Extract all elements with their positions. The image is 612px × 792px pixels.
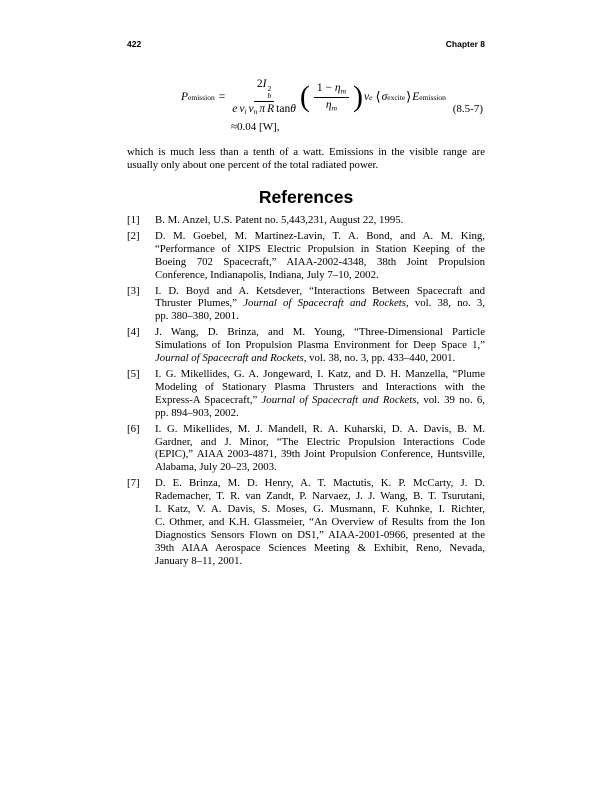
reference-text [155,477,485,567]
reference-line [155,529,485,542]
reference-text [155,285,485,324]
references-list [127,214,485,571]
reference-line [155,448,485,461]
main-fraction-denominator [232,102,296,117]
reference-item [127,214,485,227]
eta-symbol: η [334,82,341,94]
paragraph-line: which is much less than a tenth of a watt. Emissions in the visible range are [127,146,485,158]
reference-line [155,285,485,298]
reference-line [155,368,485,381]
electron-velocity-symbol: v [364,91,370,103]
reference-segment: J. Wang, D. Brinza, and M. Young, “Three-Dimensional Particle [155,326,485,339]
neutral-velocity-symbol: v [248,102,254,115]
reference-item [127,285,485,324]
reference-line [155,297,485,310]
equation-block [127,74,485,133]
reference-segment: I. D. Boyd and A. Ketsdever, “Interactions Between Spacecraft and [155,284,485,297]
efficiency-fraction-denominator [326,98,337,113]
reference-line [155,310,485,323]
left-parenthesis: ( [299,80,310,113]
reference-text [155,368,485,420]
subscript-i: i [244,107,247,117]
paragraph-line: usually only about one percent of the total radiated power. [127,159,379,172]
pi-symbol: π [259,102,266,115]
eta-symbol: η [325,98,332,111]
reference-text [155,326,485,365]
subscript-e: e [369,92,373,102]
reference-segment: Gardner, and J. Minor, “The Electric Propulsion Interactions Code [155,435,485,448]
references-heading: References [258,187,354,207]
equation-result: ≈0.04 [W], [231,121,280,133]
journal-title: Journal of Spacecraft and Rockets [243,297,406,310]
chapter-label: Chapter 8 [445,39,485,49]
superscript-subscript-stack [267,85,271,100]
reference-text [155,230,485,282]
reference-segment: B. M. Anzel, U.S. Patent no. 5,443,231, August 22, 1995. [155,214,404,226]
reference-segment: Alabama, July 20–23, 2003. [155,461,277,474]
subscript-b: b [267,91,272,101]
journal-title: Journal of Spacecraft and Rockets [261,393,417,406]
exponent: 2 [267,83,272,93]
reference-line [155,394,485,407]
reference-label: [2] [127,229,140,242]
main-fraction-numerator [254,78,274,102]
emission-energy-symbol: E [412,91,420,103]
page-header [127,39,485,49]
subscript-n: n [253,107,258,117]
reference-segment: Rademacher, T. R. van Zandt, P. Narvaez, J. J. Wang, B. T. Tsurutani, [155,490,485,503]
reference-label: [7] [127,477,140,490]
reference-segment: Modeling of Stationary Plasma Thrusters and Interactions with the [155,380,485,393]
equation-lhs-subscript: emission [188,92,215,102]
page-number: 422 [127,39,142,49]
journal-title: Journal of Spacecraft and Rockets [155,352,304,365]
subscript-m: m [331,103,338,112]
tangent-operator: tan [276,102,291,115]
reference-line [155,423,485,436]
theta-symbol: θ [290,102,296,115]
electron-charge-symbol: e [232,102,238,115]
reference-label: [4] [127,326,140,339]
reference-line [155,503,485,516]
reference-label: [5] [127,367,140,380]
reference-line [155,256,485,269]
reference-line [155,326,485,339]
reference-line [155,477,485,490]
beam-current-symbol: I [262,77,267,90]
reference-segment: Thruster Plumes,” [155,297,244,310]
left-angle-bracket: ⟨ [375,89,381,105]
reference-segment: , vol. 38, no. 3, pp. 433–440, 2001. [303,352,456,365]
reference-line [155,490,485,503]
reference-line [155,516,485,529]
reference-segment: 39th AIAA Aerospace Sciences Meeting & Exhibit, Reno, Nevada, [155,541,485,554]
reference-segment: D. E. Brinza, M. D. Henry, A. T. Mactutis, K. P. McCarty, J. D. [155,477,485,490]
reference-line [155,555,485,568]
ion-velocity-symbol: v [239,102,245,115]
reference-item [127,230,485,282]
reference-label: [3] [127,284,140,297]
reference-label: [6] [127,422,140,435]
reference-segment: , vol. 39 no. 6, [416,393,485,406]
reference-line [155,230,485,243]
reference-segment: “Performance of XIPS Electric Propulsion in Station Keeping of the [155,242,485,255]
reference-line [155,407,485,420]
equation-row [127,74,485,120]
reference-segment: Boeing 702 Spacecraft,” AIAA-2002-4348, 38th Joint Propulsion [155,255,485,268]
reference-line [155,381,485,394]
reference-text [155,214,485,227]
reference-segment: Diagnostics Sensors Flown on DS1,” AIAA-2001-0966, presented at the [155,528,485,541]
right-parenthesis: ) [353,80,364,113]
reference-item [127,423,485,475]
reference-segment: pp. 894–903, 2002. [155,406,239,419]
equation-number: (8.5-7) [452,103,483,115]
reference-line [155,243,485,256]
radius-symbol: R [267,102,275,115]
body-paragraph [127,146,485,172]
reference-line [155,436,485,449]
reference-line [155,542,485,555]
right-angle-bracket: ⟩ [406,89,412,105]
reference-segment: pp. 380–380, 2001. [155,310,239,323]
reference-line [155,339,485,352]
one-minus: 1 − [316,82,335,94]
efficiency-fraction-numerator [314,82,349,98]
reference-item [127,326,485,365]
reference-segment: (EPIC),” AIAA 2003-4871, 39th Joint Propulsion Conference, Huntsville, [155,448,485,461]
reference-segment: , vol. 38, no. 3, [405,297,485,310]
equals-sign: = [218,91,226,103]
reference-segment: Conference, Indianapolis, Indiana, July 7–10, 2002. [155,268,379,281]
reference-segment: Simulations of Ion Propulsion Plasma Environment for Deep Space 1,” [155,339,485,352]
sigma-symbol: σ [381,91,388,103]
reference-text [155,423,485,475]
equation-lhs: P [181,91,189,103]
reference-line [155,269,485,282]
main-fraction [232,78,296,117]
reference-segment: I. Katz, V. A. Davis, S. Moses, G. Musmann, F. Kuhnke, I. Richter, [155,503,485,516]
subscript-emission: emission [419,92,446,102]
subscript-m: m [340,86,347,96]
efficiency-fraction [314,82,349,112]
reference-line [155,214,485,227]
reference-line [155,352,485,365]
reference-segment: C. Othmer, and K.H. Glassmeier, “An Overview of Results from the Ion [155,515,485,528]
reference-segment: I. G. Mikellides, G. A. Jongeward, I. Katz, and D. H. Manzella, “Plume [155,367,485,380]
reference-item [127,368,485,420]
subscript-excite: excite [387,92,406,102]
reference-segment: January 8–11, 2001. [155,554,243,567]
reference-segment: I. G. Mikellides, M. J. Mandell, R. A. Kuharski, D. A. Davis, B. M. [155,422,485,435]
reference-segment: D. M. Goebel, M. Martinez-Lavin, T. A. Bond, and A. M. King, [155,229,485,242]
reference-item [127,477,485,567]
reference-line [155,461,485,474]
reference-segment: Express-A Spacecraft,” [155,393,262,406]
reference-label: [1] [127,214,140,226]
coefficient: 2 [256,77,263,90]
